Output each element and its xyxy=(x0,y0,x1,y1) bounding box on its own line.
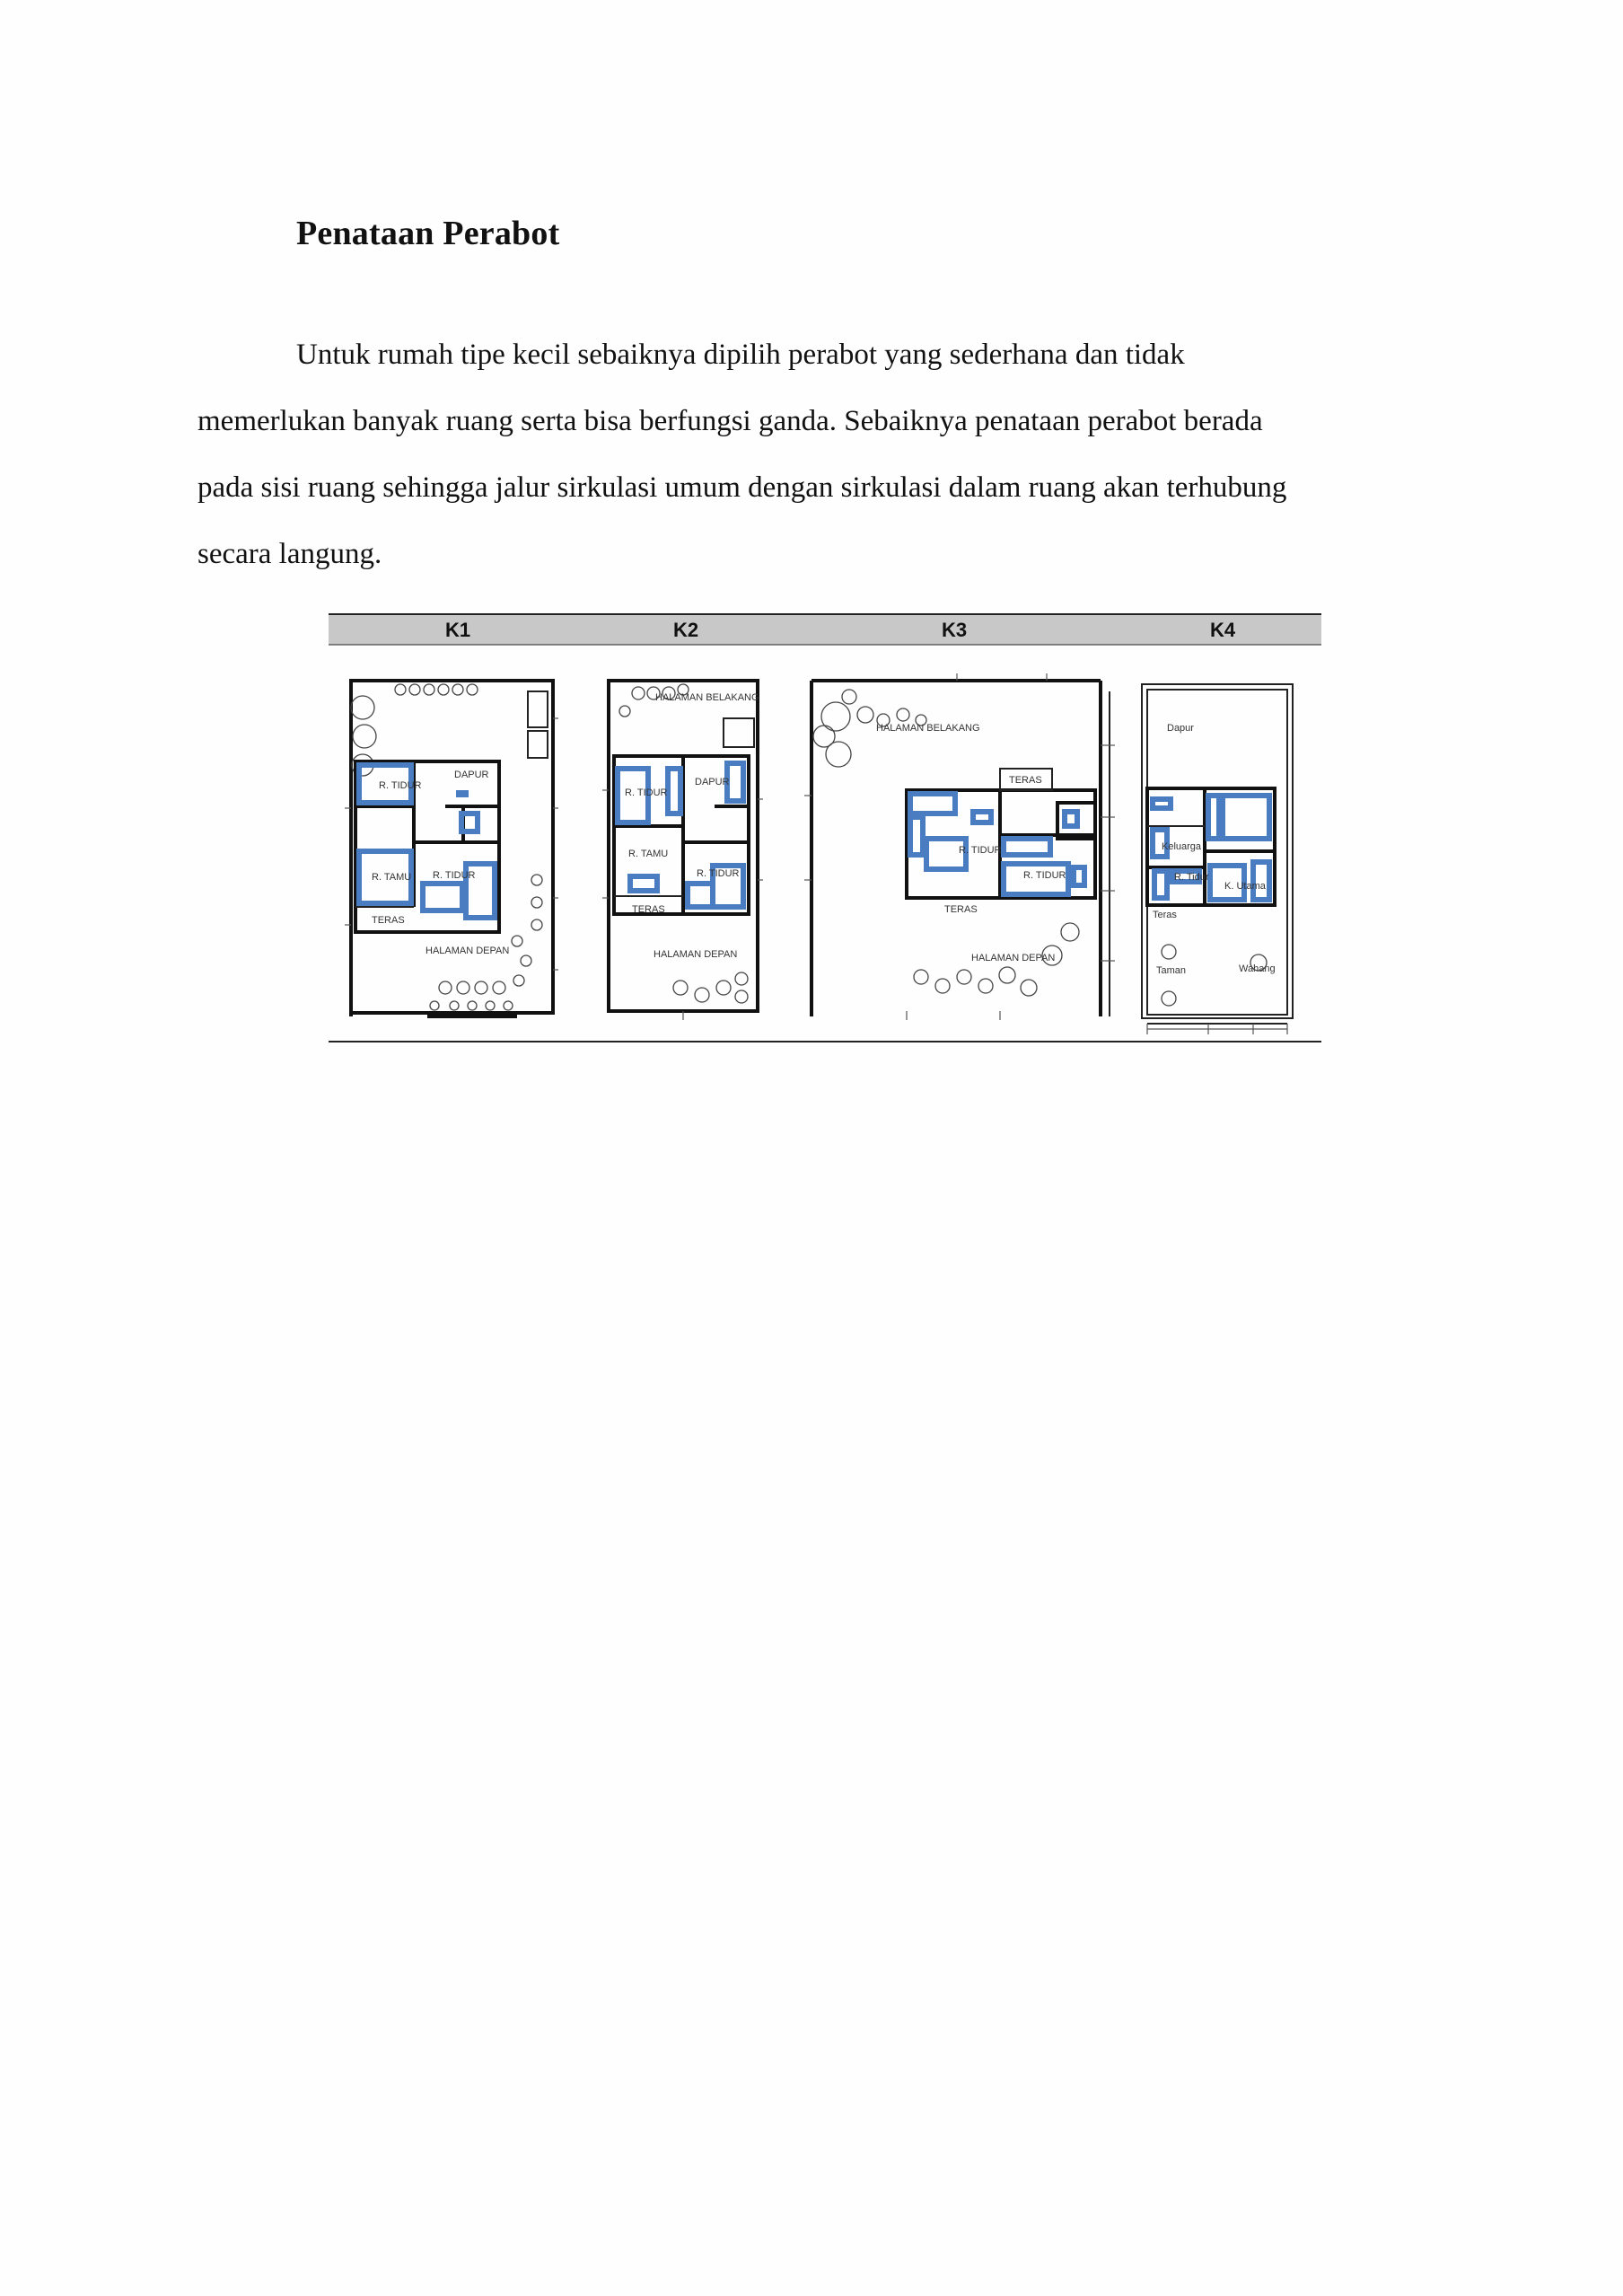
room-label: R. TIDUR xyxy=(959,845,1002,856)
room-label: R. TIDUR xyxy=(433,870,476,881)
floor-plan-figure xyxy=(329,611,1321,1043)
paragraph-line: secara langung. xyxy=(197,538,382,570)
room-label: HALAMAN BELAKANG xyxy=(876,723,980,734)
column-label-k1: K1 xyxy=(444,619,471,641)
room-label: R. TAMU xyxy=(628,849,669,859)
paragraph-line: memerlukan banyak ruang serta bisa berfungsi ganda. Sebaiknya penataan perabot berada xyxy=(197,405,1263,437)
room-label: DAPUR xyxy=(695,777,730,787)
plan-k2 xyxy=(602,681,763,1020)
paragraph-line: pada sisi ruang sehingga jalur sirkulasi umum dengan sirkulasi dalam ruang akan terhubung xyxy=(197,471,1287,504)
room-label: R. TIDUR xyxy=(1023,870,1066,881)
plan-k4 xyxy=(1142,684,1293,1034)
column-label-k3: K3 xyxy=(941,619,968,641)
room-label: TERAS xyxy=(1009,775,1042,786)
room-label: HALAMAN DEPAN xyxy=(971,953,1056,963)
room-label: DAPUR xyxy=(454,770,489,780)
room-label: R. TIDUR xyxy=(379,780,422,791)
room-label: Teras xyxy=(1153,910,1177,920)
room-label: K. Utama xyxy=(1224,881,1266,892)
room-label: HALAMAN DEPAN xyxy=(425,946,510,956)
room-label: HALAMAN DEPAN xyxy=(654,949,738,960)
room-label: Keluarga xyxy=(1162,841,1202,852)
room-label: TERAS xyxy=(944,904,978,915)
room-label: Wahang xyxy=(1239,963,1276,974)
body-paragraph xyxy=(197,321,1454,587)
room-label: Dapur xyxy=(1167,723,1194,734)
section-heading: Penataan Perabot xyxy=(296,215,560,252)
room-label: TERAS xyxy=(372,915,405,926)
header-band xyxy=(329,614,1321,645)
room-label: HALAMAN BELAKANG xyxy=(655,692,759,703)
plan-k1 xyxy=(345,681,558,1016)
plan-k3 xyxy=(804,673,1115,1020)
room-label: TERAS xyxy=(632,904,665,915)
room-label: Taman xyxy=(1156,965,1187,976)
room-label: R. Tidur xyxy=(1174,872,1209,883)
floor-plan-svg xyxy=(329,611,1321,1043)
paragraph-line: Untuk rumah tipe kecil sebaiknya dipilih perabot yang sederhana dan tidak xyxy=(296,339,1185,371)
room-label: R. TAMU xyxy=(372,872,412,883)
room-label: R. TIDUR xyxy=(697,868,740,879)
column-label-k4: K4 xyxy=(1209,619,1236,641)
room-label: R. TIDUR xyxy=(625,787,668,798)
column-label-k2: K2 xyxy=(672,619,699,641)
